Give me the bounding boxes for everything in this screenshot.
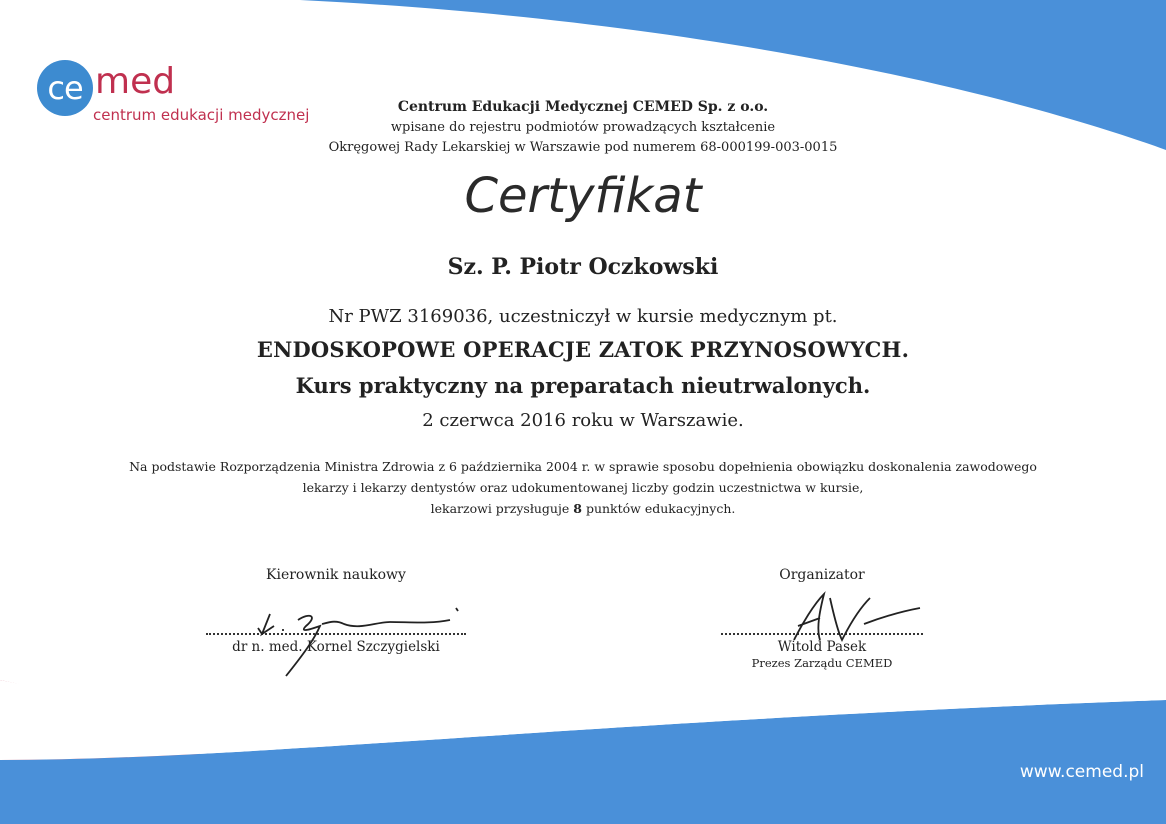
legal-line-3	[0, 498, 1166, 519]
education-points: 8	[573, 501, 582, 516]
logo-text: med	[95, 61, 176, 102]
registry-line: wpisane do rejestru podmiotów prowadzących kształcenie	[390, 120, 776, 135]
course-subtitle: Kurs praktyczny na preparatach nieutrwalonych.	[295, 373, 871, 398]
signature-name-left: dr n. med. Kornel Szczygielski	[232, 639, 440, 655]
legal-line-2: lekarzy i lekarzy dentystów oraz udokumentowanej liczby godzin uczestnictwa w kursie,	[302, 480, 864, 495]
recipient-name: Sz. P. Piotr Oczkowski	[447, 254, 719, 280]
logo-subtitle: centrum edukacji medycznej	[93, 106, 310, 124]
signature-role-left: Kierownik naukowy	[266, 567, 406, 583]
certificate-title: Certyfikat	[464, 168, 702, 224]
date-place: 2 czerwca 2016 roku w Warszawie.	[422, 410, 744, 431]
legal-line-3-suffix: punktów edukacyjnych.	[585, 501, 736, 516]
handwritten-signature-right	[780, 588, 930, 648]
website-link[interactable]: www.cemed.pl	[1019, 762, 1144, 782]
course-title: ENDOSKOPOWE OPERACJE ZATOK PRZYNOSOWYCH.	[256, 337, 910, 362]
handwritten-signature-left	[240, 600, 480, 680]
org-name: Centrum Edukacji Medycznej CEMED Sp. z o.o.	[397, 99, 769, 115]
legal-line-1: Na podstawie Rozporządzenia Ministra Zdrowia z 6 października 2004 r. w sprawie sposobu dopełnienia obowiązku doskonalenia zawodowego	[129, 459, 1037, 474]
logo-circle: ce	[37, 60, 93, 116]
registry-number-line: Okręgowej Rady Lekarskiej w Warszawie pod numerem 68-000199-003-0015	[328, 140, 838, 155]
signature-title-right: Prezes Zarządu CEMED	[751, 656, 893, 670]
signature-role-right: Organizator	[779, 567, 865, 583]
legal-line-3-prefix: lekarzowi przysługuje	[430, 501, 570, 516]
signature-name-right: Witold Pasek	[777, 639, 867, 655]
pwz-line: Nr PWZ 3169036, uczestniczył w kursie medycznym pt.	[328, 306, 838, 327]
